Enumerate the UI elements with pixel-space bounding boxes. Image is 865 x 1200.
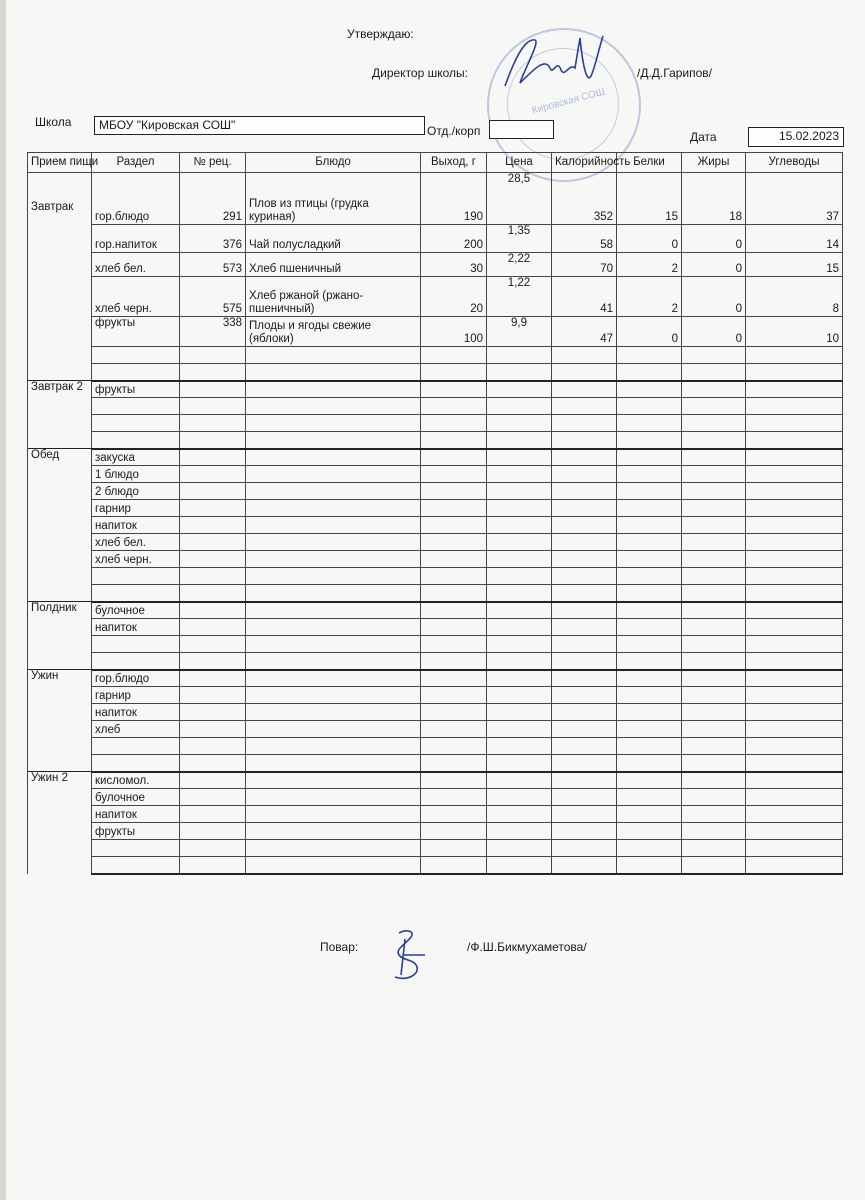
school-label: Школа — [35, 115, 72, 129]
output-cell: 30 — [421, 253, 487, 277]
section-cell: кисломол. — [92, 772, 180, 789]
table-row — [28, 432, 843, 449]
section-cell: напиток — [92, 619, 180, 636]
table-row — [28, 806, 843, 823]
output-cell: 20 — [421, 277, 487, 317]
col-header: Цена — [487, 153, 552, 173]
col-header: Белки — [617, 153, 682, 173]
table-row — [28, 398, 843, 415]
cook-signature — [385, 925, 435, 985]
table-row — [28, 789, 843, 806]
section-cell: булочное — [92, 789, 180, 806]
table-row — [28, 534, 843, 551]
section-cell: гарнир — [92, 500, 180, 517]
dish-cell: Хлеб ржаной (ржано-пшеничный) — [246, 277, 421, 317]
section-cell: булочное — [92, 602, 180, 619]
scan-edge — [0, 0, 6, 1200]
date-label: Дата — [690, 130, 717, 144]
col-header: Блюдо — [246, 153, 421, 173]
section-cell: 1 блюдо — [92, 466, 180, 483]
meal-label: Завтрак — [28, 173, 92, 381]
protein-cell: 15 — [617, 173, 682, 225]
meal-label: Обед — [28, 449, 92, 602]
fat-cell: 18 — [682, 173, 746, 225]
section-cell: напиток — [92, 704, 180, 721]
director-name: /Д.Д.Гарипов/ — [637, 66, 713, 80]
protein-cell: 2 — [617, 277, 682, 317]
recipe-cell: 573 — [180, 253, 246, 277]
meal-label: Ужин 2 — [28, 772, 92, 874]
recipe-cell: 376 — [180, 225, 246, 253]
output-cell: 100 — [421, 317, 487, 347]
table-row — [28, 225, 843, 253]
col-header: Выход, г — [421, 153, 487, 173]
table-row — [28, 721, 843, 738]
table-row — [28, 500, 843, 517]
kcal-cell: 352 — [552, 173, 617, 225]
meal-label: Полдник — [28, 602, 92, 670]
recipe-cell: 291 — [180, 173, 246, 225]
table-row — [28, 347, 843, 364]
fat-cell: 0 — [682, 225, 746, 253]
table-row — [28, 857, 843, 874]
dish-cell: Плов из птицы (грудка куриная) — [246, 173, 421, 225]
table-row — [28, 840, 843, 857]
section-cell: 2 блюдо — [92, 483, 180, 500]
price-cell: 28,5 — [487, 173, 552, 225]
section-cell: фрукты — [92, 823, 180, 840]
table-row — [28, 483, 843, 500]
section-cell: гор.напиток — [92, 225, 180, 253]
table-row — [28, 636, 843, 653]
carb-cell: 8 — [746, 277, 843, 317]
table-row — [28, 823, 843, 840]
table-row — [28, 517, 843, 534]
table-row — [28, 364, 843, 381]
dept-label: Отд./корп — [427, 124, 481, 138]
kcal-cell: 70 — [552, 253, 617, 277]
price-cell: 2,22 — [487, 253, 552, 277]
col-header: Жиры — [682, 153, 746, 173]
fat-cell: 0 — [682, 253, 746, 277]
school-field[interactable]: МБОУ "Кировская СОШ" — [94, 116, 425, 135]
protein-cell: 0 — [617, 225, 682, 253]
price-cell: 1,22 — [487, 277, 552, 317]
section-cell: хлеб бел. — [92, 534, 180, 551]
table-row — [28, 772, 843, 789]
dish-cell: Плоды и ягоды свежие (яблоки) — [246, 317, 421, 347]
table-row — [28, 738, 843, 755]
fat-cell: 0 — [682, 317, 746, 347]
output-cell: 200 — [421, 225, 487, 253]
table-row — [28, 704, 843, 721]
table-row — [28, 173, 843, 225]
protein-cell: 2 — [617, 253, 682, 277]
table-row — [28, 449, 843, 466]
section-cell: гор.блюдо — [92, 670, 180, 687]
dept-field[interactable] — [489, 120, 554, 139]
fat-cell: 0 — [682, 277, 746, 317]
col-header: № рец. — [180, 153, 246, 173]
table-header-row — [28, 153, 843, 173]
meal-label: Ужин — [28, 670, 92, 772]
price-cell: 9,9 — [487, 317, 552, 347]
director-label: Директор школы: — [372, 66, 468, 80]
kcal-cell: 47 — [552, 317, 617, 347]
approve-label: Утверждаю: — [347, 27, 414, 41]
menu-table — [27, 152, 843, 875]
table-row — [28, 253, 843, 277]
section-cell: гор.блюдо — [92, 173, 180, 225]
section-cell: хлеб — [92, 721, 180, 738]
kcal-cell: 58 — [552, 225, 617, 253]
section-cell: напиток — [92, 517, 180, 534]
recipe-cell: 338 — [180, 317, 246, 347]
carb-cell: 10 — [746, 317, 843, 347]
section-cell: хлеб бел. — [92, 253, 180, 277]
table-row — [28, 602, 843, 619]
protein-cell: 0 — [617, 317, 682, 347]
section-cell: фрукты — [92, 381, 180, 398]
cook-label: Повар: — [320, 940, 359, 954]
section-cell: гарнир — [92, 687, 180, 704]
director-signature — [495, 28, 615, 98]
col-header: Калорийность — [552, 153, 617, 173]
dish-cell: Хлеб пшеничный — [246, 253, 421, 277]
dish-cell: Чай полусладкий — [246, 225, 421, 253]
table-row — [28, 687, 843, 704]
table-row — [28, 317, 843, 347]
output-cell: 190 — [421, 173, 487, 225]
table-row — [28, 670, 843, 687]
table-row — [28, 466, 843, 483]
carb-cell: 14 — [746, 225, 843, 253]
recipe-cell: 575 — [180, 277, 246, 317]
kcal-cell: 41 — [552, 277, 617, 317]
carb-cell: 15 — [746, 253, 843, 277]
table-row — [28, 415, 843, 432]
col-header: Углеводы — [746, 153, 843, 173]
stamp-text: Кировская СОШ — [530, 86, 607, 117]
table-row — [28, 277, 843, 317]
section-cell: хлеб черн. — [92, 277, 180, 317]
table-row — [28, 619, 843, 636]
date-field[interactable]: 15.02.2023 — [748, 127, 844, 147]
section-cell: закуска — [92, 449, 180, 466]
col-header: Раздел — [92, 153, 180, 173]
section-cell: напиток — [92, 806, 180, 823]
table-row — [28, 653, 843, 670]
section-cell: хлеб черн. — [92, 551, 180, 568]
table-row — [28, 585, 843, 602]
table-row — [28, 551, 843, 568]
table-row — [28, 381, 843, 398]
price-cell: 1,35 — [487, 225, 552, 253]
carb-cell: 37 — [746, 173, 843, 225]
table-row — [28, 755, 843, 772]
col-header: Прием пищи — [28, 153, 92, 173]
meal-label: Завтрак 2 — [28, 381, 92, 449]
table-row — [28, 568, 843, 585]
cook-name: /Ф.Ш.Бикмухаметова/ — [467, 940, 587, 954]
section-cell: фрукты — [92, 317, 180, 347]
